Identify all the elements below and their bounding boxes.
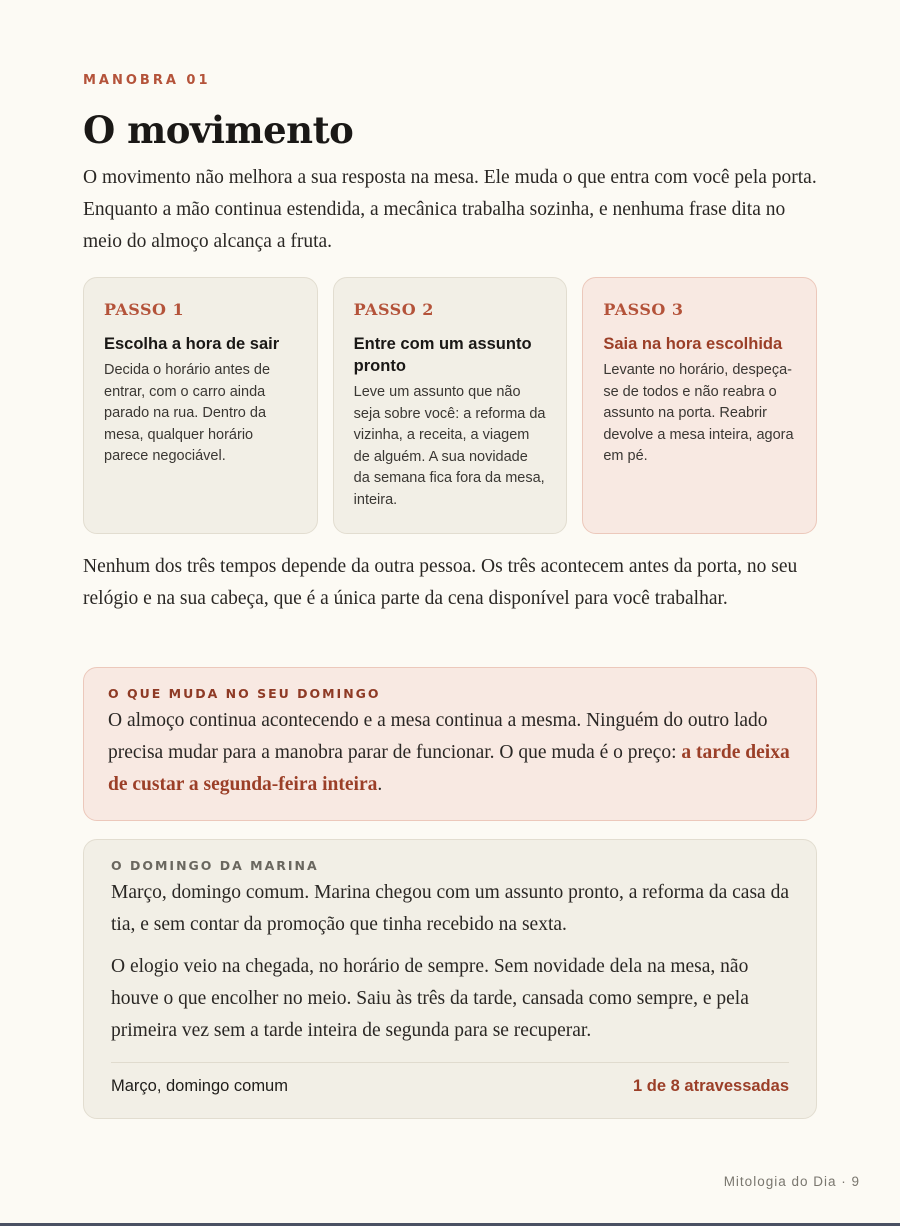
step-text: Leve um assunto que não seja sobre você: a reforma da vizinha, a receita, a viagem de alguém. A sua novidade da semana fica fora da mesa, inteira. xyxy=(353,384,546,508)
story-eyebrow: O DOMINGO DA MARINA xyxy=(111,858,319,873)
callout-highlight: a tarde deixa de custar a segunda-feira inteira xyxy=(108,742,790,795)
page-title: O movimento xyxy=(83,108,354,152)
callout-box xyxy=(83,667,817,821)
step-title: Saia na hora escolhida xyxy=(603,335,783,353)
story-divider xyxy=(111,1062,789,1063)
story-footer xyxy=(111,1077,789,1096)
step-card-2 xyxy=(333,277,568,534)
step-text: Decida o horário antes de entrar, com o carro ainda parado na rua. Dentro da mesa, qualquer horário parece negociável. xyxy=(104,362,271,464)
step-text: Levante no horário, despeça-se de todos e não reabra o assunto na porta. Reabrir devolve a mesa inteira, agora em pé. xyxy=(603,362,794,464)
step-card-1 xyxy=(83,277,318,534)
intro-paragraph: O movimento não melhora a sua resposta na mesa. Ele muda o que entra com você pela porta. Enquanto a mão continua estendida, a mecânica trabalha sozinha, e nenhuma frase dita no meio do almoço alcança a fruta. xyxy=(83,167,817,252)
middle-paragraph: Nenhum dos três tempos depende da outra pessoa. Os três acontecem antes da porta, no seu relógio e na sua cabeça, que é a única parte da cena disponível para você trabalhar. xyxy=(83,556,798,609)
step-title: Entre com um assunto pronto xyxy=(353,335,532,375)
story-paragraph-1: Março, domingo comum. Marina chegou com um assunto pronto, a reforma da casa da tia, e sem contar da promoção que tinha recebido na sexta. xyxy=(111,882,789,935)
story-box xyxy=(83,839,817,1119)
callout-text xyxy=(108,705,798,801)
story-paragraph-2: O elogio veio na chegada, no horário de sempre. Sem novidade dela na mesa, não houve o que encolher no meio. Saiu às três da tarde, cansada como sempre, e pela primeira vez sem a tarde inteira de segunda para se recuperar. xyxy=(111,956,749,1041)
story-footer-label: Março, domingo comum xyxy=(111,1077,288,1095)
step-label: PASSO 2 xyxy=(353,300,434,319)
callout-end: . xyxy=(377,774,383,795)
step-card-3 xyxy=(582,277,817,534)
callout-eyebrow: O QUE MUDA NO SEU DOMINGO xyxy=(108,686,381,701)
step-title: Escolha a hora de sair xyxy=(104,335,280,353)
step-label: PASSO 1 xyxy=(104,300,185,319)
steps-row xyxy=(83,277,817,534)
step-label: PASSO 3 xyxy=(603,300,684,319)
section-eyebrow: MANOBRA 01 xyxy=(83,73,211,88)
page-number: Mitologia do Dia · 9 xyxy=(723,1174,860,1189)
story-progress: 1 de 8 atravessadas xyxy=(633,1077,789,1095)
callout-body: O almoço continua acontecendo e a mesa continua a mesma. Ninguém do outro lado precisa mudar para a manobra parar de funcionar. O que muda é o preço: xyxy=(108,710,768,763)
